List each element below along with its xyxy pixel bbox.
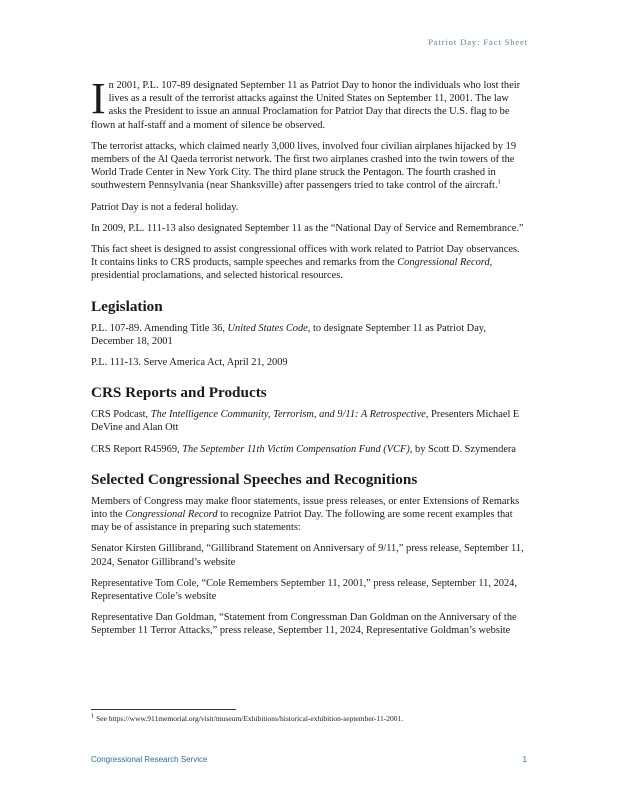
crs-item: CRS Report R45969, The September 11th Victim Compensation Fund (VCF), by Scott D. Szymendera <box>91 443 517 455</box>
footnote-divider <box>91 709 236 710</box>
page-number: 1 <box>522 755 527 764</box>
footnote-reference[interactable]: 1 <box>497 178 501 186</box>
footnote-marker: 1 <box>91 712 95 720</box>
intro-paragraph-2: The terrorist attacks, which claimed nearly 3,000 lives, involved four civilian airplanes hijacked by 19 members of the Al Qaeda terrorist network. The first two airplanes crashed into the twin towers of the World Trade Center in New York City. The third plane struck the Pentagon. The fourth crashed in southwestern Pennsylvania (near Shanksville) after passengers tried to take control of the aircraft.$^1$ <box>91 140 517 192</box>
drop-cap: I <box>91 74 106 123</box>
running-header: Patriot Day: Fact Sheet <box>428 37 528 47</box>
speech-item: Representative Tom Cole, “Cole Remembers September 11, 2001,” press release, September 11, 2024, Representative Cole’s website <box>91 577 517 603</box>
footnote-text: See https://www.911memorial.org/visit/museum/Exhibitions/historical-exhibition-september-11-2001. <box>94 714 404 723</box>
intro-paragraph-1 <box>91 74 527 132</box>
speeches-intro: Members of Congress may make floor statements, issue press releases, or enter Extensions of Remarks into the Congressional Record to recognize Patriot Day. The following are some recent examples that may be of assistance in preparing such statements: <box>91 495 520 534</box>
legislation-item: P.L. 111-13. Serve America Act, April 21, 2009 <box>91 357 288 369</box>
legislation-item: P.L. 107-89. Amending Title 36, United States Code, to designate September 11 as Patriot Day, December 18, 2001 <box>91 322 486 347</box>
main-content <box>91 74 527 646</box>
speech-item: Representative Dan Goldman, “Statement from Congressman Dan Goldman on the Anniversary of the September 11 Terror Attacks,” press release, September 11, 2024, Representative Goldman’s website <box>91 612 517 637</box>
speech-item: Senator Kirsten Gillibrand, “Gillibrand Statement on Anniversary of 9/11,” press release, September 11, 2024, Senator Gillibrand’s website <box>91 543 524 568</box>
intro-paragraph-1-text: n 2001, P.L. 107-89 designated September 11 as Patriot Day to honor the individuals who lost their lives as a result of the terrorist attacks against the United States on September 11, 2001. The law asks the President to issue an annual Proclamation for Patriot Day that directs the U.S. flag to be flown at half-staff and a moment of silence be observed. <box>91 80 521 131</box>
crs-heading: CRS Reports and Products <box>91 384 267 402</box>
crs-item: CRS Podcast, The Intelligence Community, Terrorism, and 9/11: A Retrospective, Presenters Michael E DeVine and Alan Ott <box>91 409 520 434</box>
speeches-heading: Selected Congressional Speeches and Recognitions <box>91 470 418 488</box>
footer-organization: Congressional Research Service <box>91 755 208 764</box>
legislation-heading: Legislation <box>91 297 163 315</box>
intro-paragraph-3: Patriot Day is not a federal holiday. <box>91 201 239 213</box>
intro-paragraph-4: In 2009, P.L. 111-13 also designated September 11 as the “National Day of Service and Remembrance.” <box>91 222 524 234</box>
footnote <box>91 714 403 723</box>
intro-paragraph-5: This fact sheet is designed to assist congressional offices with work related to Patriot Day observances. It contains links to CRS products, sample speeches and remarks from the Congressional Record, presidential proclamations, and selected historical resources. <box>91 244 520 282</box>
